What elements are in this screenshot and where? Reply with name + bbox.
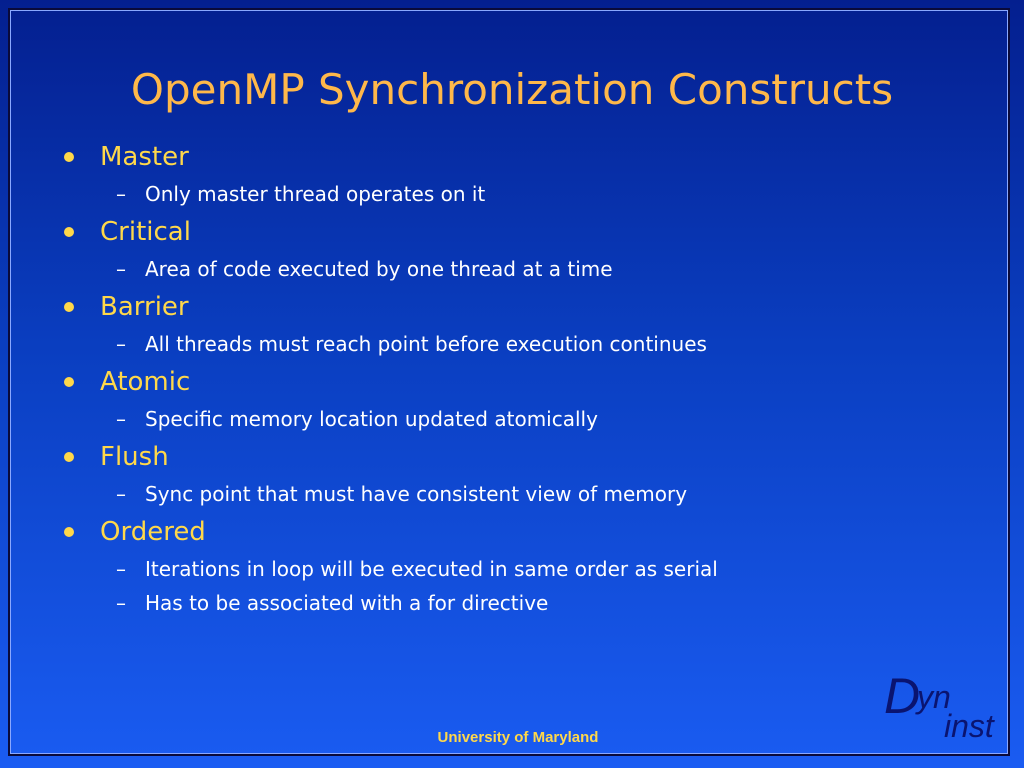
sub-item-label: All threads must reach point before execution continues [145, 332, 707, 356]
bullet-list [64, 138, 964, 622]
footer-institution: University of Maryland [437, 729, 599, 746]
bullet-dot-icon [64, 452, 74, 462]
bullet-dot-icon [64, 527, 74, 537]
sub-item-label: Area of code executed by one thread at a time [145, 257, 613, 281]
dash-icon: – [116, 482, 126, 506]
bullet-item-ordered [64, 513, 964, 551]
dyninst-logo [884, 668, 1004, 752]
dash-icon: – [116, 557, 126, 581]
bullet-label: Barrier [100, 292, 189, 322]
bullet-label: Ordered [100, 517, 206, 547]
dash-icon: – [116, 257, 126, 281]
sub-item-label: Only master thread operates on it [145, 182, 486, 206]
bullet-label: Atomic [100, 367, 191, 397]
bullet-dot-icon [64, 152, 74, 162]
bullet-dot-icon [64, 302, 74, 312]
bullet-item-barrier [64, 288, 964, 326]
slide-title: OpenMP Synchronization Constructs [130, 65, 894, 114]
dash-icon: – [116, 407, 126, 431]
dash-icon: – [116, 332, 126, 356]
bullet-dot-icon [64, 227, 74, 237]
bullet-item-flush [64, 438, 964, 476]
sub-item-label: Specific memory location updated atomically [145, 407, 598, 431]
bullet-label: Master [100, 142, 189, 172]
sub-item [64, 326, 964, 363]
sub-item [64, 551, 964, 585]
logo-d: D [884, 668, 921, 724]
dash-icon: – [116, 182, 126, 206]
logo-yn: yn [917, 679, 951, 715]
bullet-item-critical [64, 213, 964, 251]
bullet-label: Flush [100, 442, 169, 472]
sub-item [64, 176, 964, 213]
bullet-item-atomic [64, 363, 964, 401]
sub-item [64, 401, 964, 438]
dash-icon: – [116, 591, 126, 615]
bullet-item-master [64, 138, 964, 176]
logo-inst: inst [944, 708, 994, 744]
sub-item-label: Has to be associated with a for directive [145, 591, 549, 615]
sub-item-label: Iterations in loop will be executed in same order as serial [145, 557, 718, 581]
sub-item-label: Sync point that must have consistent view of memory [145, 482, 688, 506]
sub-item [64, 251, 964, 288]
bullet-label: Critical [100, 217, 191, 247]
bullet-dot-icon [64, 377, 74, 387]
sub-item [64, 585, 964, 622]
sub-item [64, 476, 964, 513]
